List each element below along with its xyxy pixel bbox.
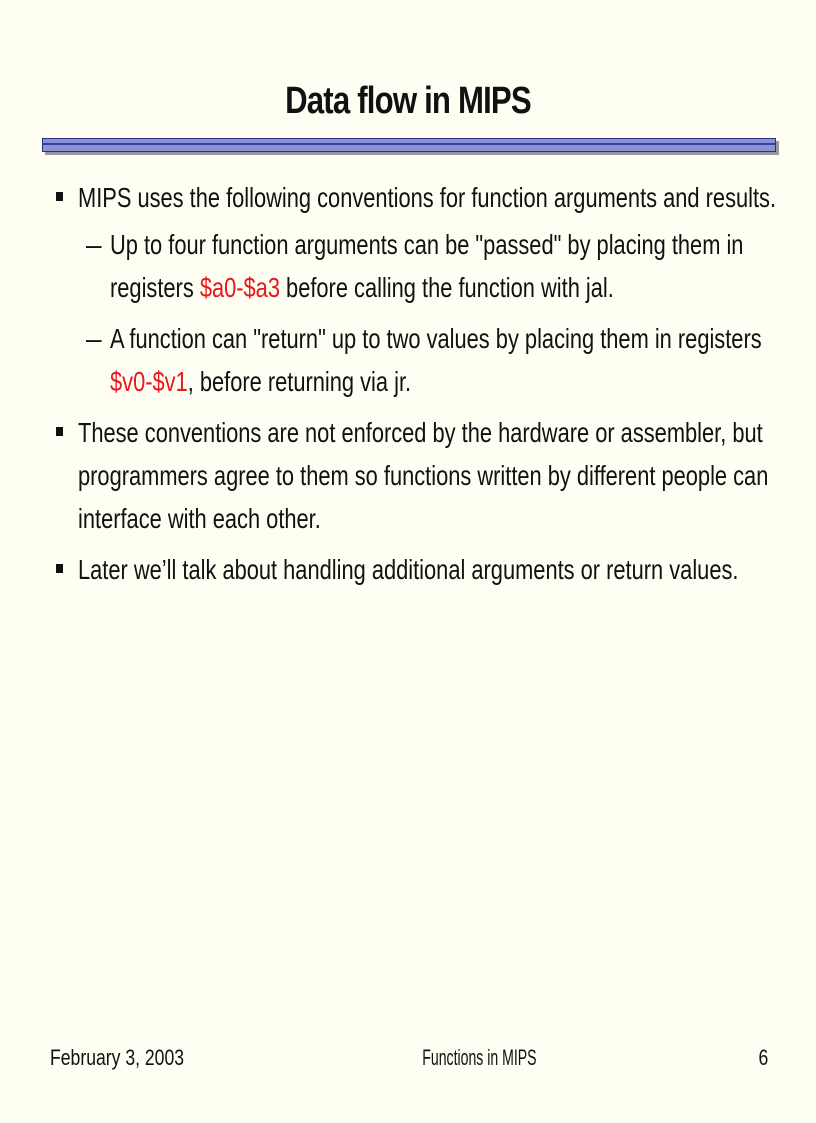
slide-title: Data flow in MIPS xyxy=(285,80,531,122)
bullet-text: Later we’ll talk about handling additional arguments or return values. xyxy=(78,554,739,585)
square-bullet-icon xyxy=(56,192,63,201)
sub-bullet-item xyxy=(78,223,786,309)
bullet-item xyxy=(46,548,786,591)
square-bullet-icon xyxy=(56,427,63,436)
footer-topic-text: Functions in MIPS xyxy=(422,1045,537,1070)
sub-bullet-text xyxy=(110,266,637,309)
register-highlight: $v0-$v1 xyxy=(110,366,188,397)
slide-content xyxy=(46,176,786,599)
bullet-text: These conventions are not enforced by the hardware or assembler, but xyxy=(78,417,763,448)
dash-bullet-icon: – xyxy=(86,229,102,260)
bullet-text: programmers agree to them so functions written by different people can xyxy=(78,460,769,491)
title-divider xyxy=(42,138,776,152)
slide-footer xyxy=(0,1045,816,1075)
sub-bullet-text: Up to four function arguments can be "passed" by placing them in xyxy=(110,229,744,260)
text-fragment: before calling the function with jal. xyxy=(279,272,614,303)
page-number: 6 xyxy=(758,1045,768,1070)
sub-bullet-list xyxy=(78,223,786,403)
sub-bullet-text: A function can "return" up to two values by placing them in registers xyxy=(110,323,762,354)
bullet-item xyxy=(46,176,786,403)
text-fragment: registers xyxy=(110,272,200,303)
footer-date: February 3, 2003 xyxy=(50,1045,185,1070)
register-highlight: $a0-$a3 xyxy=(199,272,280,303)
text-fragment: , before returning via jr. xyxy=(187,366,412,397)
bullet-text: MIPS uses the following conventions for function arguments and results. xyxy=(78,182,777,213)
dash-bullet-icon: – xyxy=(86,323,102,354)
square-bullet-icon xyxy=(56,564,63,573)
sub-bullet-item xyxy=(78,317,786,403)
bullet-item xyxy=(46,411,786,540)
bullet-text: interface with each other. xyxy=(78,503,321,534)
sub-bullet-text xyxy=(110,360,637,403)
